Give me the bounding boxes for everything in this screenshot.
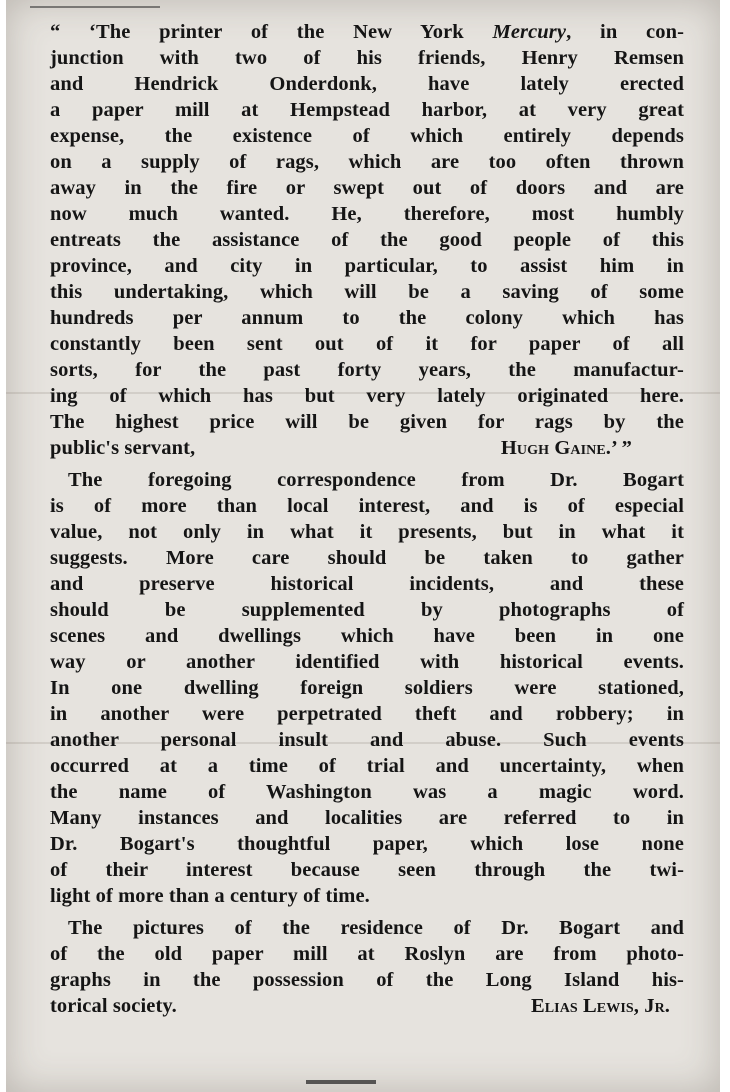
top-rule	[30, 0, 160, 8]
closing-text: torical society.	[50, 995, 177, 1017]
text-line: light of more than a century of time.	[50, 885, 370, 907]
text-line: The highest price will be given for rags by the	[50, 411, 684, 433]
bottom-rule	[306, 1080, 376, 1084]
text-line: is of more than local interest, and is of especial	[50, 495, 684, 517]
text-line: graphs in the possession of the Long Island his-	[50, 969, 684, 991]
text-line: The foregoing correspondence from Dr. Bogart	[68, 469, 684, 491]
text-line: suggests. More care should be taken to gather	[50, 547, 684, 569]
text-line-with-signature	[50, 992, 684, 1020]
text-line: Many instances and localities are referred to in	[50, 807, 684, 829]
text-line: on a supply of rags, which are too often thrown	[50, 151, 684, 173]
text-line: of the old paper mill at Roslyn are from photo-	[50, 943, 684, 965]
text-line: way or another identified with historical events.	[50, 651, 684, 673]
closing-text: public's servant,	[50, 437, 196, 459]
text-line: scenes and dwellings which have been in one	[50, 625, 684, 647]
text-line: junction with two of his friends, Henry Remsen	[50, 47, 684, 69]
text-line: another personal insult and abuse. Such events	[50, 729, 684, 751]
text-line-with-signature	[50, 434, 684, 462]
text-line: should be supplemented by photographs of	[50, 599, 684, 621]
text-line: occurred at a time of trial and uncertainty, when	[50, 755, 684, 777]
newspaper-clipping	[6, 0, 720, 1092]
text-line: in another were perpetrated theft and robbery; in	[50, 703, 684, 725]
text-line: In one dwelling foreign soldiers were stationed,	[50, 677, 684, 699]
text-line: and preserve historical incidents, and these	[50, 573, 684, 595]
text-line: of their interest because seen through the twi-	[50, 859, 684, 881]
text-line: now much wanted. He, therefore, most humbly	[50, 203, 684, 225]
text-line: this undertaking, which will be a saving of some	[50, 281, 684, 303]
signature-elias-lewis: Elias Lewis, Jr.	[530, 995, 670, 1017]
text-line: and Hendrick Onderdonk, have lately erected	[50, 73, 684, 95]
text-line: entreats the assistance of the good people of this	[50, 229, 684, 251]
text-line: ing of which has but very lately originated here.	[50, 385, 684, 407]
text-line: a paper mill at Hempstead harbor, at very great	[50, 99, 684, 121]
text-line: sorts, for the past forty years, the manufactur-	[50, 359, 684, 381]
text-line: Dr. Bogart's thoughtful paper, which lose none	[50, 833, 684, 855]
text-line: expense, the existence of which entirely depends	[50, 125, 684, 147]
text-line: “ ‘The printer of the New York Mercury, in con-	[50, 21, 685, 43]
text-line: constantly been sent out of it for paper of all	[50, 333, 684, 355]
text-line: value, not only in what it presents, but in what it	[50, 521, 684, 543]
text-line: hundreds per annum to the colony which has	[50, 307, 684, 329]
text-line: province, and city in particular, to assist him in	[50, 255, 684, 277]
text-line: away in the fire or swept out of doors and are	[50, 177, 684, 199]
text-line: The pictures of the residence of Dr. Bogart and	[68, 917, 684, 939]
signature-hugh-gaine: Hugh Gaine.’ ”	[500, 437, 632, 459]
text-line: the name of Washington was a magic word.	[50, 781, 684, 803]
